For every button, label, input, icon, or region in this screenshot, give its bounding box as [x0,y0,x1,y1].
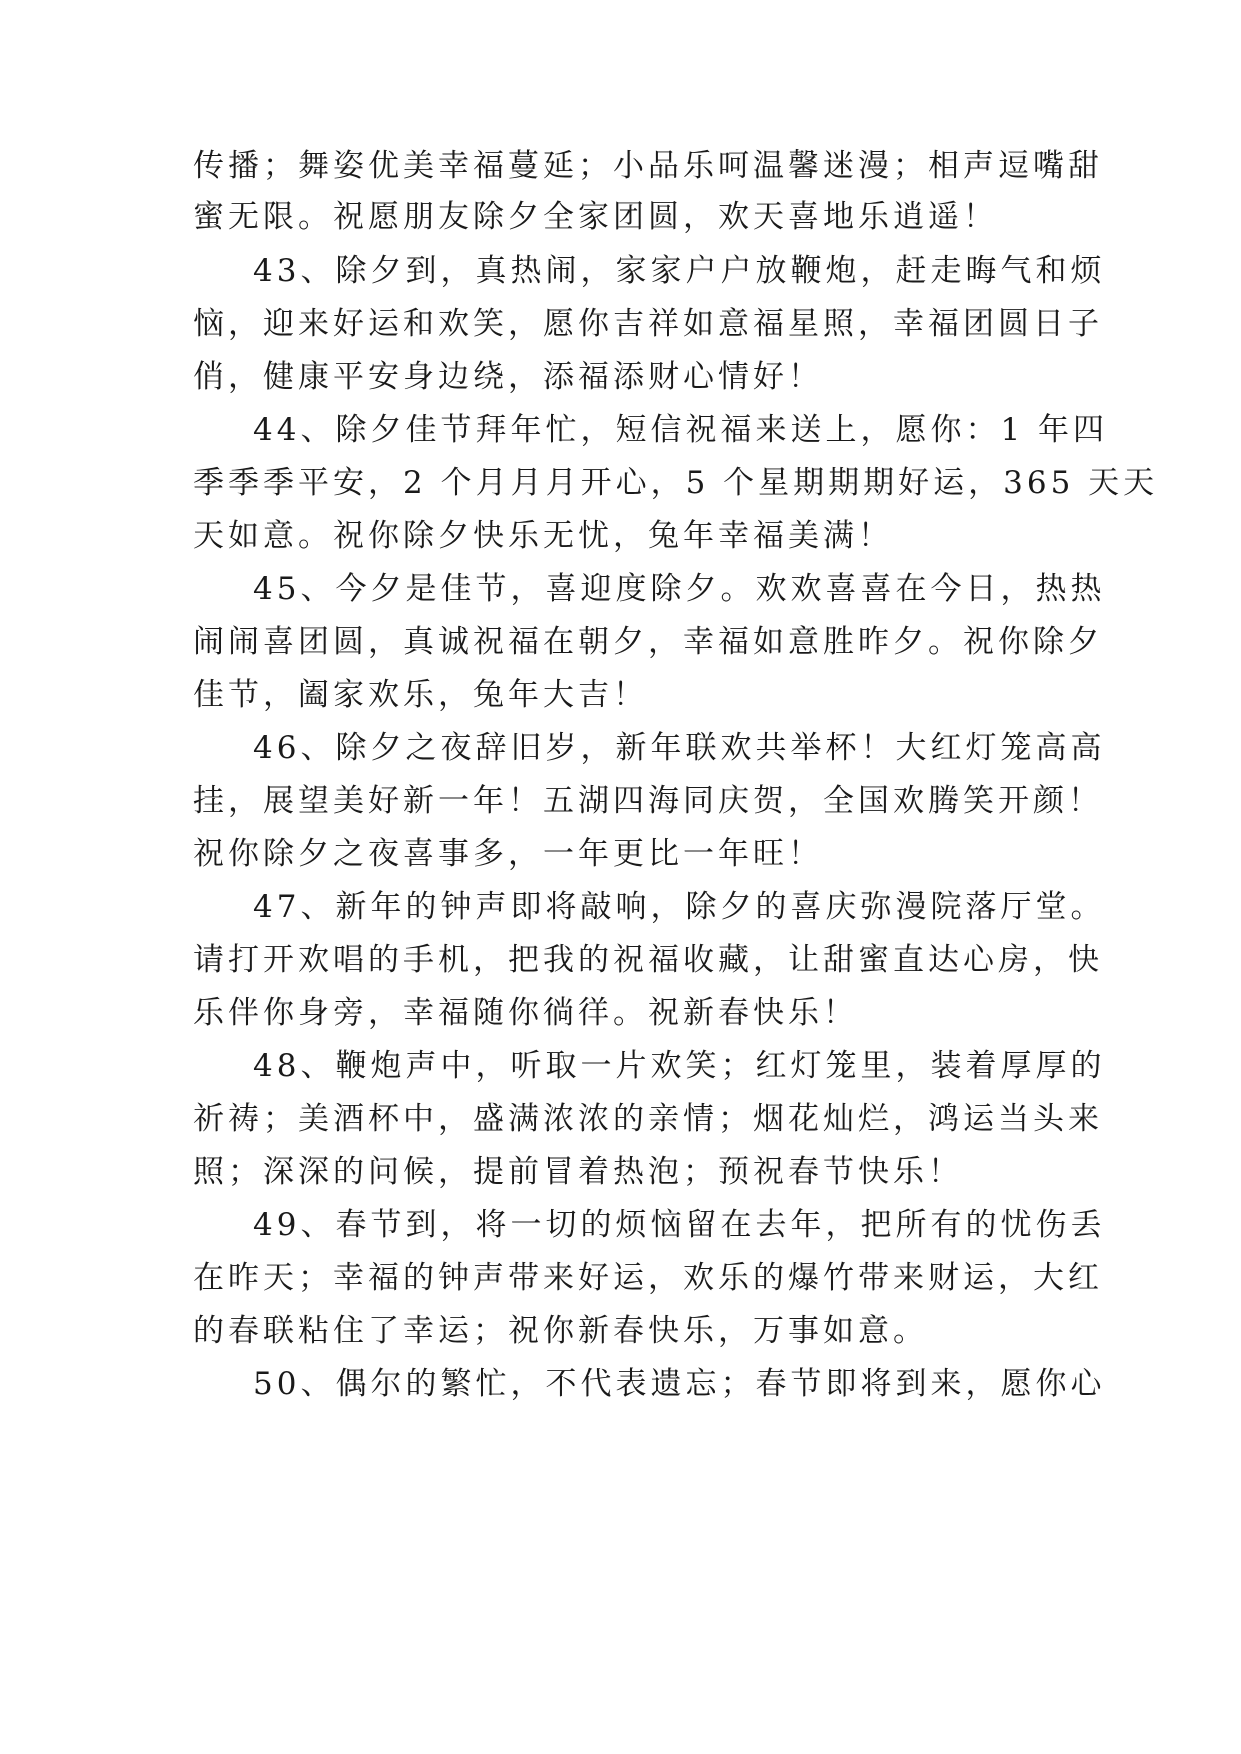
paragraph-45-start: 45、今夕是佳节，喜迎度除夕。欢欢喜喜在今日，热热 [253,571,1106,607]
paragraph-49-start: 49、春节到，将一切的烦恼留在去年，把所有的忧伤丢 [253,1207,1106,1243]
text-line: 天如意。祝你除夕快乐无忧，兔年幸福美满！ [193,518,893,554]
text-line: 在昨天；幸福的钟声带来好运，欢乐的爆竹带来财运，大红 [193,1260,1103,1296]
text-line: 请打开欢唱的手机，把我的祝福收藏，让甜蜜直达心房，快 [193,942,1103,978]
text-line: 恼，迎来好运和欢笑，愿你吉祥如意福星照，幸福团圆日子 [193,306,1103,342]
text-line: 祈祷；美酒杯中，盛满浓浓的亲情；烟花灿烂，鸿运当头来 [193,1101,1103,1137]
text-line: 的春联粘住了幸运；祝你新春快乐，万事如意。 [193,1313,928,1349]
paragraph-48-start: 48、鞭炮声中，听取一片欢笑；红灯笼里，装着厚厚的 [253,1048,1106,1084]
text-line: 季季季平安，2 个月月月开心，5 个星期期期好运，365 天天 [193,465,1159,501]
text-line: 照；深深的问候，提前冒着热泡；预祝春节快乐！ [193,1154,963,1190]
paragraph-47-start: 47、新年的钟声即将敲响，除夕的喜庆弥漫院落厅堂。 [253,889,1106,925]
text-line: 俏，健康平安身边绕，添福添财心情好！ [193,359,823,395]
text-line: 闹闹喜团圆，真诚祝福在朝夕，幸福如意胜昨夕。祝你除夕 [193,624,1103,660]
paragraph-44-start: 44、除夕佳节拜年忙，短信祝福来送上，愿你：1 年四 [253,412,1109,448]
paragraph-50-start: 50、偶尔的繁忙，不代表遗忘；春节即将到来，愿你心 [253,1366,1106,1402]
paragraph-43-start: 43、除夕到，真热闹，家家户户放鞭炮，赶走晦气和烦 [253,253,1106,289]
paragraph-46-start: 46、除夕之夜辞旧岁，新年联欢共举杯！大红灯笼高高 [253,730,1106,766]
text-line: 乐伴你身旁，幸福随你徜徉。祝新春快乐！ [193,995,858,1031]
text-line: 蜜无限。祝愿朋友除夕全家团圆，欢天喜地乐逍遥！ [193,199,998,235]
text-line: 挂，展望美好新一年！五湖四海同庆贺，全国欢腾笑开颜！ [193,783,1103,819]
text-line: 传播；舞姿优美幸福蔓延；小品乐呵温馨迷漫；相声逗嘴甜 [193,148,1103,184]
text-line: 佳节，阖家欢乐，兔年大吉！ [193,677,648,713]
text-line: 祝你除夕之夜喜事多，一年更比一年旺！ [193,836,823,872]
